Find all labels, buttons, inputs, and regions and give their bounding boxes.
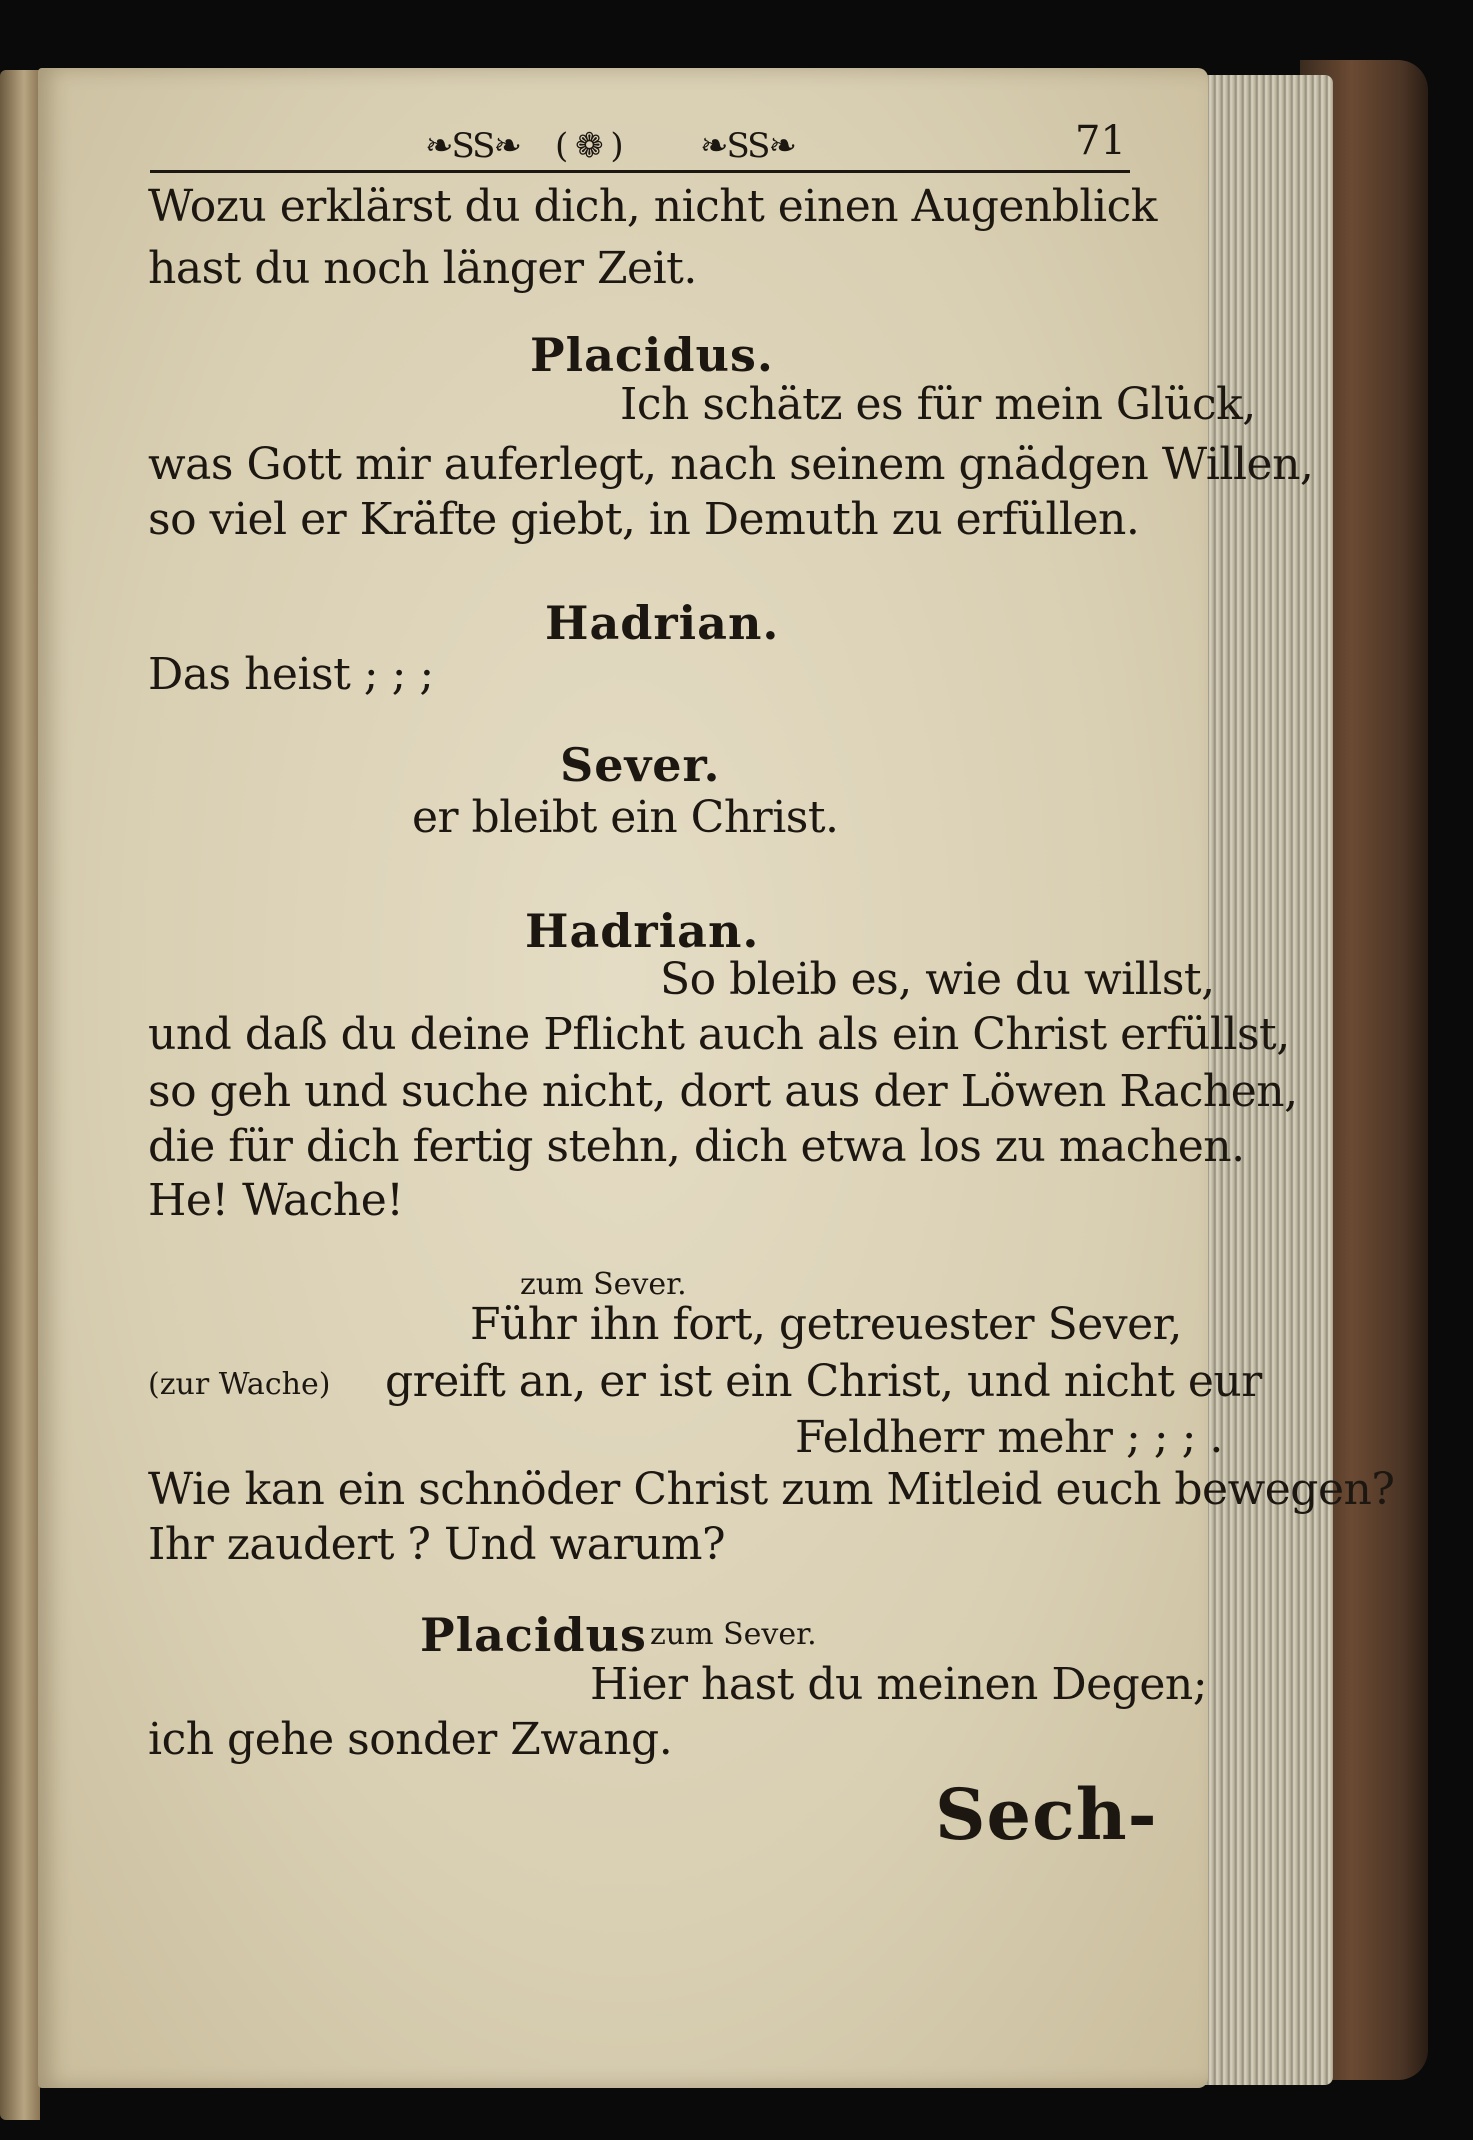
speaker-name: Hadrian. — [545, 596, 780, 650]
text-line: ich gehe sonder Zwang. — [148, 1714, 673, 1765]
text-line: Hier hast du meinen Degen; — [590, 1659, 1208, 1710]
text-line: Ihr zaudert ? Und warum? — [148, 1519, 726, 1570]
text-line: Führ ihn fort, getreuester Sever, — [470, 1299, 1182, 1350]
stage-direction: zum Sever. — [520, 1267, 687, 1302]
page-number: 71 — [1075, 118, 1126, 164]
text-line: die für dich fertig stehn, dich etwa los zu machen. — [148, 1121, 1245, 1172]
text-line: was Gott mir auferlegt, nach seinem gnädgen Willen, — [148, 439, 1314, 490]
header-rule — [150, 170, 1130, 177]
text-line: er bleibt ein Christ. — [412, 792, 839, 843]
speaker-name: Placidus. — [530, 328, 774, 382]
text-line: hast du noch länger Zeit. — [148, 243, 697, 294]
text-line: so viel er Kräfte giebt, in Demuth zu erfüllen. — [148, 494, 1140, 545]
text-line: Feldherr mehr ; ; ; . — [795, 1412, 1223, 1463]
text-line: Wozu erklärst du dich, nicht einen Augenblick — [148, 181, 1157, 232]
header-ornament-center: ( ❁ ) — [555, 126, 622, 166]
speaker-name: Hadrian. — [525, 904, 760, 958]
left-page-sliver — [0, 70, 40, 2120]
text-line: Wie kan ein schnöder Christ zum Mitleid euch bewegen? — [148, 1464, 1395, 1515]
stage-direction-inline: (zur Wache) — [148, 1367, 331, 1402]
header-ornament-right: ❧SS❧ — [700, 126, 795, 166]
text-line: He! Wache! — [148, 1175, 404, 1226]
text-line: so geh und suche nicht, dort aus der Löwen Rachen, — [148, 1066, 1298, 1117]
speaker-name: Placidus — [420, 1608, 647, 1662]
speaker-name: Sever. — [560, 738, 721, 792]
text-line: Das heist ; ; ; — [148, 649, 434, 700]
page-header — [160, 118, 1130, 178]
text-line: und daß du deine Pflicht auch als ein Christ erfüllst, — [148, 1009, 1290, 1060]
catchword: Sech- — [935, 1773, 1158, 1856]
stage-direction: zum Sever. — [650, 1617, 817, 1652]
header-ornament-left: ❧SS❧ — [425, 126, 520, 166]
text-line: So bleib es, wie du willst, — [660, 954, 1215, 1005]
text-line: greift an, er ist ein Christ, und nicht eur — [385, 1356, 1262, 1407]
text-line: Ich schätz es für mein Glück, — [620, 379, 1256, 430]
